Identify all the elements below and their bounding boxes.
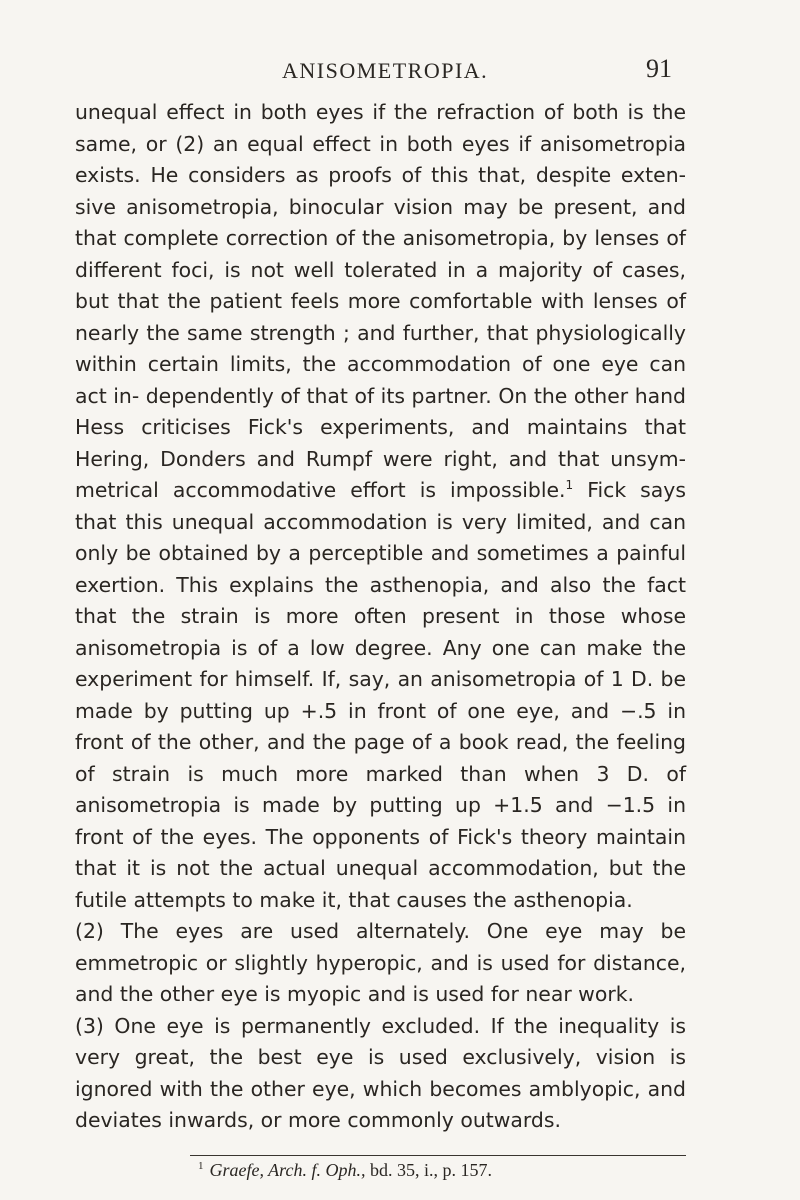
paragraph-3: (3) One eye is permanently excluded. If the inequality is very great, the best eye is used exclusively, vision is ignored with the other eye, which becomes amblyopic, and deviates inwards, or more commonly outwards. <box>75 1013 686 1132</box>
footnote-mark: 1 <box>198 1160 204 1172</box>
paragraph-1-text-b: Fick says that this unequal accommodation is very limited, and can only be obtained by a perceptible and sometimes a painful exertion. This explains the asthenopia, and also the fact that the strain is more often present in those whose anisometropia is of a low degree. Any one can make the experiment for himself. If, say, an anisometropia of 1 D. be made by putting up +.5 in front of one eye, and −.5 in front of the other, and the page of a book read, the feeling of strain is much more marked than when 3 D. of anisometropia is made by putting up +1.5 and −1.5 in front of the eyes. The opponents of Fick's theory maintain that it is not the actual unequal accommodation, but the futile attempts to make it, that causes the asthenopia. <box>75 478 686 912</box>
footnote-citation-title: Graefe, Arch. f. Oph., <box>209 1160 366 1180</box>
footnote-divider <box>190 1155 686 1156</box>
running-head: ANISOMETROPIA. <box>282 58 489 83</box>
paragraph-1-text-a: unequal effect in both eyes if the refraction of both is the same, or (2) an equal effect in both eyes if anisometropia exists. He considers as proofs of this that, despite exten- sive anisometropia, binocular vision may be present, and that complete correction of the anisometropia, by lenses of different foci, is not well tolerated in a majority of cases, but that the patient feels more comfortable with lenses of nearly the same strength ; and further, that physiologically within certain limits, the accommodation of one eye can act in- dependently of that of its partner. On the other hand Hess criticises Fick's experiments, and maintains that Hering, Donders and Rumpf were right, and that unsym- metrical accommodative effort is impossible. <box>75 100 686 502</box>
paragraph-1 <box>75 97 686 916</box>
footnote-reference: 1 <box>565 478 574 493</box>
body-text <box>75 97 686 1137</box>
footnote <box>198 1160 492 1181</box>
footnote-citation-detail: bd. 35, i., p. 157. <box>365 1160 492 1180</box>
page-number: 91 <box>646 54 672 83</box>
paragraph-2: (2) The eyes are used alternately. One eye may be emmetropic or slightly hyperopic, and is used for distance, and the other eye is myopic and is used for near work. <box>75 919 686 1006</box>
